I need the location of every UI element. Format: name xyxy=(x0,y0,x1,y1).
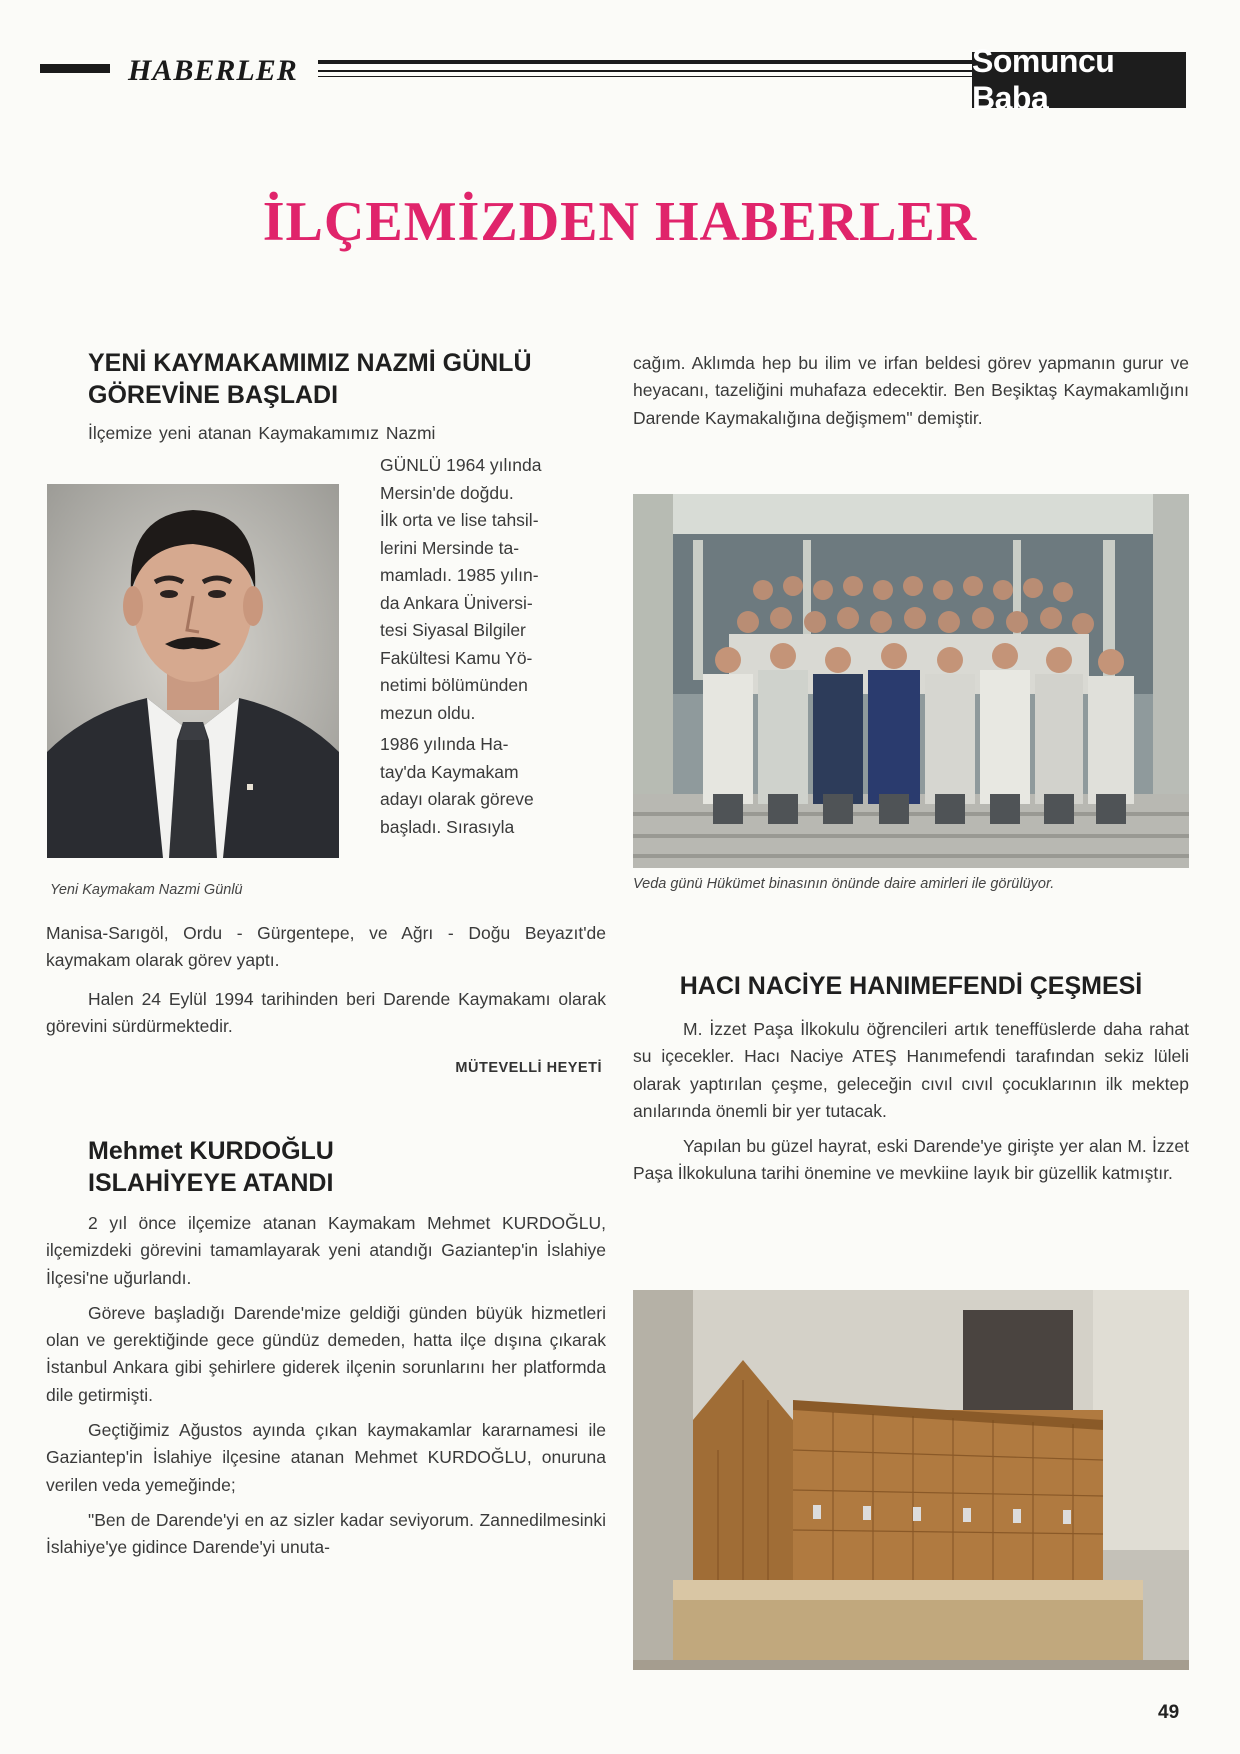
article1-line: başladı. Sırasıyla xyxy=(380,816,515,837)
article2-title xyxy=(88,1136,608,1200)
article2-title-line: ISLAHİYEYE ATANDI xyxy=(88,1168,334,1197)
article1-line: tesi Siyasal Bilgiler xyxy=(380,620,526,640)
page-number: 49 xyxy=(1158,1702,1180,1723)
article2-paragraph: 2 yıl önce ilçemize atanan Kaymakam Mehmet KURDOĞLU, ilçemizdeki görevini tamamlayarak yeni atandığı Gaziantep'in İslahiye İlçesi'ne uğurlandı. xyxy=(46,1213,606,1288)
article2-paragraph-continued: cağım. Aklımda hep bu ilim ve irfan beldesi görev yapmanın gurur ve heyacanı, tazeliğini muhafaza edecektir. Ben Beşiktaş Kaymakamlığını Darende Kaymakalığına değişmem" demiştir. xyxy=(633,353,1189,428)
article3-paragraph: M. İzzet Paşa İlkokulu öğrencileri artık teneffüslerde daha rahat su içecekler. Hacı Naciye ATEŞ Hanımefendi tarafından sekiz lüleli olarak yaptırılan çeşme, geleceğin cıvıl cıvıl çocuklarının ilk mektep anılarında önemli bir yer tutacak. xyxy=(633,1019,1189,1121)
portrait-caption: Yeni Kaymakam Nazmi Günlü xyxy=(50,882,243,898)
article1-paragraph: Halen 24 Eylül 1994 tarihinden beri Darende Kaymakamı olarak görevini sürdürmektedir. xyxy=(46,989,606,1037)
section-title: HABERLER xyxy=(128,54,298,87)
article1-line: İlk orta ve lise tahsil- xyxy=(380,510,539,530)
portrait-photo xyxy=(47,484,339,858)
article1-line: da Ankara Üniversi- xyxy=(380,592,533,613)
header-rule xyxy=(318,70,976,72)
article3-paragraph: Yapılan bu güzel hayrat, eski Darende'ye girişte yer alan M. İzzet Paşa İlkokuluna tarihi önemine ve mevkiine layık bir güzellik katmıştır. xyxy=(633,1136,1189,1184)
fountain-photo xyxy=(633,1290,1189,1670)
article1-line: Mersin'de doğdu. xyxy=(380,482,514,503)
article1-line: adayı olarak göreve xyxy=(380,789,534,809)
article1-title-line: YENİ KAYMAKAMIMIZ NAZMİ GÜNLÜ xyxy=(88,349,532,377)
article1-line: lerini Mersinde ta- xyxy=(380,537,520,558)
article3-body xyxy=(633,1016,1189,1188)
magazine-brand: Somuncu Baba xyxy=(972,52,1186,108)
page-title: İLÇEMİZDEN HABERLER xyxy=(262,191,978,253)
article1-line: mezun oldu. xyxy=(380,702,476,723)
article2-body xyxy=(46,1210,606,1562)
group-photo-caption: Veda günü Hükümet binasının önünde daire amirleri ile görülüyor. xyxy=(633,876,1055,892)
article1-line: 1986 yılında Ha- xyxy=(380,734,509,754)
article1-line: tay'da Kaymakam xyxy=(380,761,519,782)
group-photo xyxy=(633,494,1189,868)
article1-title-line: GÖREVİNE BAŞLADI xyxy=(88,380,339,409)
article1-line: Fakültesi Kamu Yö- xyxy=(380,647,533,668)
article1-line: netimi bölümünden xyxy=(380,675,528,695)
article3-title: HACI NACİYE HANIMEFENDİ ÇEŞMESİ xyxy=(679,972,1143,1000)
article1-title xyxy=(88,348,608,412)
article2-paragraph: Göreve başladığı Darende'mize geldiği günden büyük hizmetleri olan ve gerektiğinde gece gündüz demeden, hatta ilçe dışına çıkarak İstanbul Ankara gibi şehirlere giderek ilçenin sorunlarını her platformda dile getirmişti. xyxy=(46,1302,606,1405)
header-rule xyxy=(318,60,976,64)
article1-line: mamladı. 1985 yılın- xyxy=(380,565,539,585)
article1-line: GÜNLÜ 1964 yılında xyxy=(380,455,542,475)
article1-paragraph: Manisa-Sarıgöl, Ordu - Gürgentepe, ve Ağrı - Doğu Beyazıt'de kaymakam olarak görev yaptı. xyxy=(46,923,606,971)
article1-side-column xyxy=(380,452,610,841)
article1-intro: İlçemize yeni atanan Kaymakamımız Nazmi xyxy=(88,423,436,443)
article2-title-line: Mehmet KURDOĞLU xyxy=(88,1137,334,1165)
header-bar-left xyxy=(40,64,110,73)
article2-paragraph: "Ben de Darende'yi en az sizler kadar seviyorum. Zannedilmesinki İslahiye'ye gidince Darende'yi unuta- xyxy=(46,1509,606,1558)
article2-paragraph: Geçtiğimiz Ağustos ayında çıkan kaymakamlar kararnamesi ile Gaziantep'in İslahiye ilçesine atanan Mehmet KURDOĞLU, onuruna verilen veda yemeğinde; xyxy=(46,1420,606,1495)
article1-signature: MÜTEVELLİ HEYETİ xyxy=(455,1060,602,1076)
header-rule xyxy=(318,76,976,77)
